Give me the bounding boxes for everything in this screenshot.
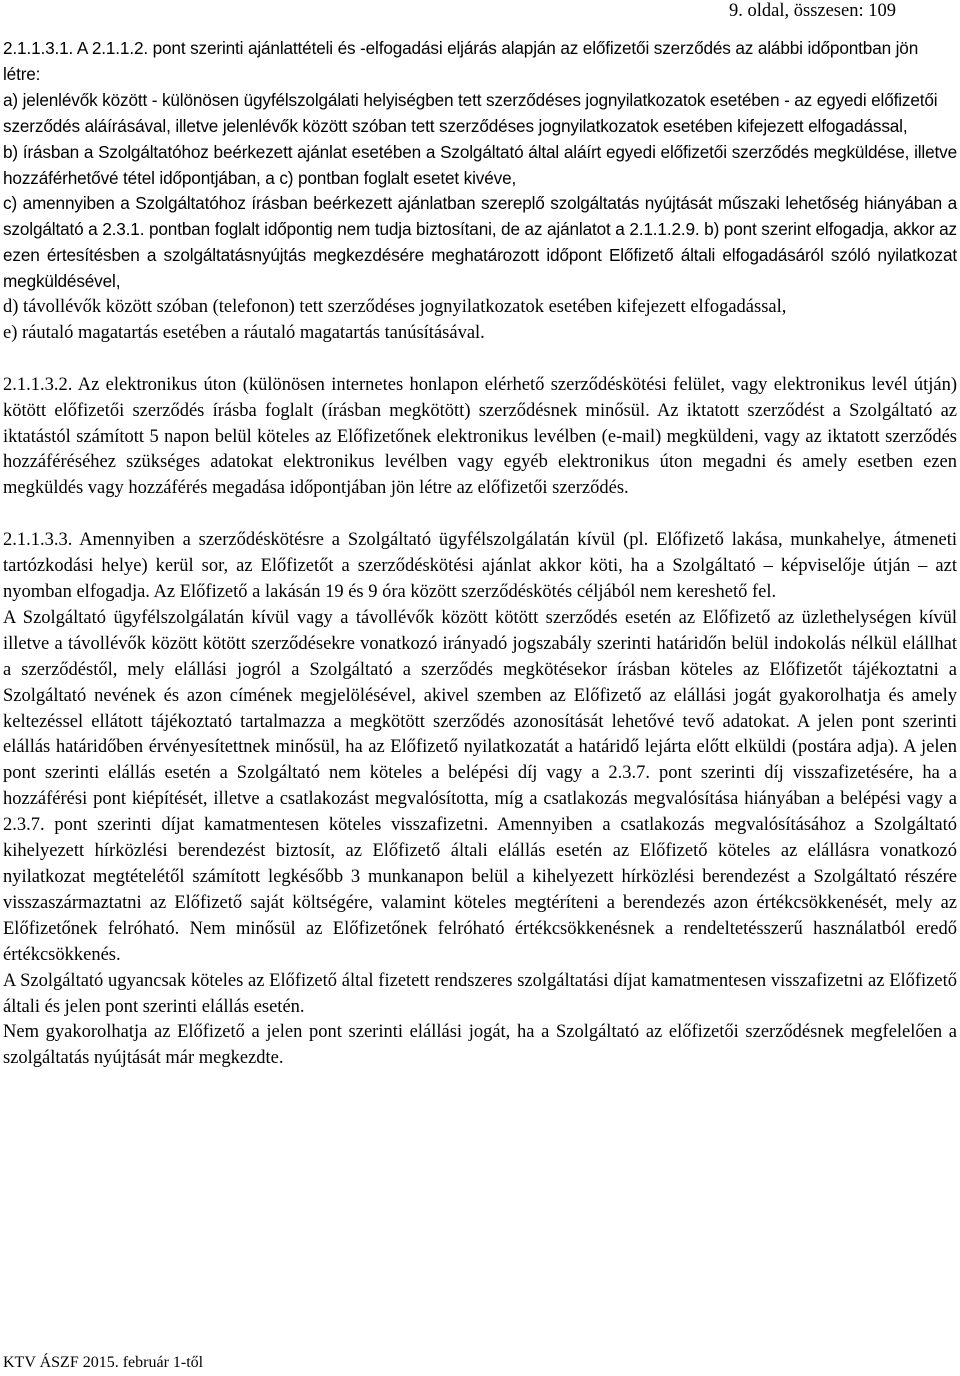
document-footer: KTV ÁSZF 2015. február 1-től (3, 1354, 204, 1371)
list-item-c: c) amennyiben a Szolgáltatóhoz írásban beérkezett ajánlatban szereplő szolgáltatás nyújtását műszaki lehetőség hiányában a szolgáltató a 2.3.1. pontban foglalt időpontig nem tudja biztosítani, de az ajánlatot a 2.1.1.2.9. b) pont szerint elfogadja, akkor az ezen értesítésben a szolgáltatásnyújtás megkezdésére meghatározott időpont Előfizető általi elfogadásáról szóló nyilatkozat megküldésével, (3, 193, 957, 292)
list-item-d: d) távollévők között szóban (telefonon) tett szerződéses jognyilatkozatok esetében kifejezett elfogadással, (3, 297, 787, 318)
section-2-1-1-3-1-title: 2.1.1.3.1. A 2.1.1.2. pont szerinti ajánlattételi és -elfogadási eljárás alapján az előfizetői szerződés az alábbi időpontban jön létre: (3, 38, 919, 84)
list-item-b: b) írásban a Szolgáltatóhoz beérkezett ajánlat esetében a Szolgáltató által aláírt egyedi előfizetői szerződés megküldése, illetve hozzáférhetővé tétel időpontjában, a c) pontban foglalt esetet kivéve, (3, 141, 957, 188)
document-body (3, 36, 957, 1072)
fee-refund-paragraph: A Szolgáltató ugyancsak köteles az Előfizető által fizetett rendszeres szolgáltatási díjat kamatmentesen visszafizetni az Előfizető általi és jelen pont szerinti elállás esetén. (3, 970, 957, 1017)
list-item-a: a) jelenlévők között - különösen ügyfélszolgálati helyiségben tett szerződéses jognyilatkozatok esetében - az egyedi előfizetői szerződés aláírásával, illetve jelenlévők között szóban tett szerződéses jognyilatkozatok esetében kifejezett elfogadással, (3, 89, 938, 136)
section-2-1-1-3-2-paragraph: 2.1.1.3.2. Az elektronikus úton (különösen internetes honlapon elérhető szerződéskötési felület, vagy elektronikus levél útján) kötött előfizetői szerződés írásba foglalt (írásban megkötött) szerződésnek minősül. Az iktatott szerződést a Szolgáltató az iktatástól számított 5 napon belül köteles az Előfizetőnek elektronikus levélben (e-mail) megküldeni, vagy az iktatott szerződés hozzáféréséhez szükséges adatokat elektronikus levélben vagy egyéb elektronikus úton megadni és amely esetben ezen megküldés vagy hozzáférés megadása időpontjában jön létre az előfizetői szerződés. (3, 374, 957, 499)
page-number-header: 9. oldal, összesen: 109 (729, 1, 896, 21)
withdrawal-exclusion-paragraph: Nem gyakorolhatja az Előfizető a jelen pont szerinti elállási jogát, ha a Szolgáltató az előfizetői szerződésnek megfelelően a szolgáltatás nyújtását már megkezdte. (3, 1022, 957, 1069)
section-2-1-1-3-3-paragraph: 2.1.1.3.3. Amennyiben a szerződéskötésre a Szolgáltató ügyfélszolgálatán kívül (pl. Előfizető lakása, munkahelye, átmeneti tartózkodási helye) kerül sor, az Előfizetőt a szerződéskötési ajánlat akkor köti, ha a Szolgáltató – képviselője útján – azt nyomban elfogadja. Az Előfizető a lakásán 19 és 9 óra között szerződéskötés céljából nem kereshető fel. (3, 530, 957, 602)
withdrawal-right-paragraph: A Szolgáltató ügyfélszolgálatán kívül vagy a távollévők között kötött szerződés esetén az Előfizető az üzlethelységen kívül illetve a távollévők között kötött szerződésekre vonatkozó irányadó jogszabály szerinti határidőn belül indokolás nélkül elállhat a szerződéstől, mely elállási jogról a Szolgáltató a szerződés megkötésekor írásban köteles az Előfizetőt tájékoztatni a Szolgáltató nevének és azon címének megjelölésével, akivel szemben az Előfizető az elállási jogát gyakorolhatja és amely keltezéssel ellátott tájékoztató tartalmazza a megkötött szerződés azonosítását lehetővé tevő adatokat. A jelen pont szerinti elállás határidőben érvényesítettnek minősül, ha az Előfizető nyilatkozatát a határidő lejárta előtt elküldi (postára adja). A jelen pont szerinti elállás esetén a Szolgáltató nem köteles a belépési díj vagy a 2.3.7. pont szerinti díj visszafizetésére, ha a hozzáférési pont kiépítését, illetve a csatlakozást megvalósította, míg a csatlakozás megvalósítása hiányában a belépési vagy a 2.3.7. pont szerinti díjat kamatmentesen köteles visszafizetni. Amennyiben a csatlakozás megvalósításához a Szolgáltató kihelyezett hírközlési berendezést biztosít, az Előfizető általi elállás esetén az Előfizető köteles az elállásra vonatkozó nyilatkozat megtételétől számított legkésőbb 3 munkanapon belül a kihelyezett hírközlési berendezést a Szolgáltató részére visszaszármaztatni az Előfizető saját költségére, valamint köteles megtéríteni a berendezés azon értékcsökkenését, mely az Előfizetőnek felróható. Nem minősül az Előfizetőnek felróható értékcsökkenésnek a rendeltetésszerű használatból eredő értékcsökkenés. (3, 607, 957, 965)
list-item-e: e) ráutaló magatartás esetében a ráutaló magatartás tanúsításával. (3, 322, 485, 343)
